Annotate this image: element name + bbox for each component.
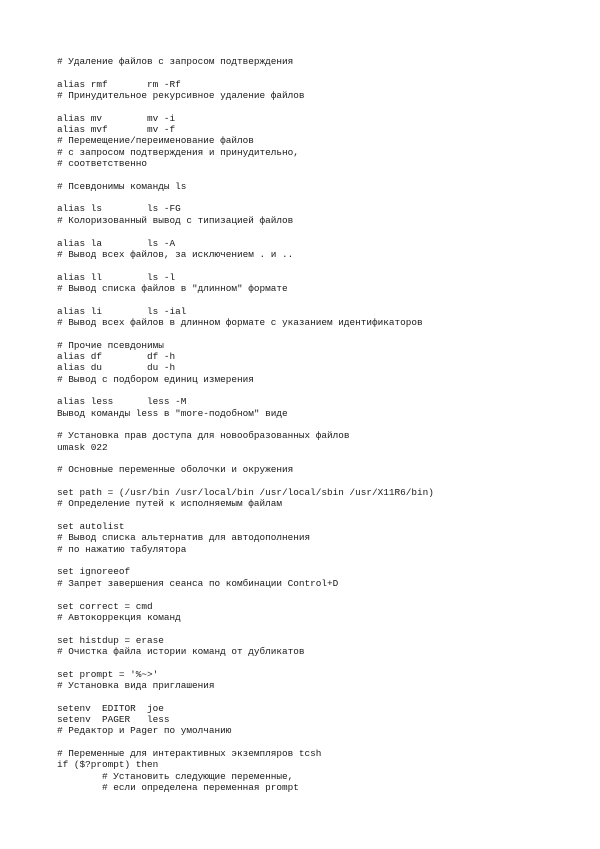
blank-line (57, 328, 434, 339)
code-line: if ($?prompt) then (57, 759, 159, 771)
code-line: alias la ls -A (57, 237, 176, 249)
code-line: setenv EDITOR joe (57, 702, 164, 714)
comment-line: # Определение путей к исполняемым файлам (57, 498, 283, 510)
comment-line: # Перемещение/переименование файлов (57, 135, 254, 147)
code-line: alias ll ls -l (57, 271, 176, 283)
comment-line: # Псевдонимы команды ls (57, 180, 187, 192)
comment-line: # по нажатию табулятора (57, 543, 187, 555)
code-line: alias df df -h (57, 350, 176, 362)
comment-line: # Основные переменные оболочки и окружения (57, 464, 294, 476)
comment-line: # Удаление файлов с запросом подтверждения (57, 56, 294, 67)
comment-line: # Установка вида приглашения (57, 679, 215, 691)
code-line: Вывод команды less в "more-подобном" виде (57, 407, 288, 419)
comment-line: # Вывод всех файлов, за исключением . и .. (57, 248, 294, 260)
blank-line (57, 260, 434, 271)
blank-line (57, 555, 434, 566)
blank-line (57, 476, 434, 487)
comment-line: # если определена переменная prompt (57, 782, 299, 793)
code-line: set histdup = erase (57, 634, 164, 646)
code-line: set prompt = '%~>' (57, 668, 159, 680)
comment-line: # Очистка файла истории команд от дубликатов (57, 645, 305, 657)
blank-line (57, 691, 434, 702)
blank-line (57, 657, 434, 668)
code-line: umask 022 (57, 441, 108, 453)
blank-line (57, 192, 434, 203)
blank-line (57, 385, 434, 396)
blank-line (57, 453, 434, 464)
code-line: alias li ls -ial (57, 305, 187, 317)
blank-line (57, 419, 434, 430)
comment-line: # Редактор и Pager по умолчанию (57, 725, 232, 737)
comment-line: # Вывод с подбором единиц измерения (57, 373, 254, 385)
code-line: set ignoreeof (57, 566, 131, 578)
code-line: alias rmf rm -Rf (57, 78, 181, 90)
blank-line (57, 737, 434, 748)
tcsh-config-listing (57, 56, 434, 793)
code-line: alias du du -h (57, 362, 176, 374)
comment-line: # Вывод списка файлов в "длинном" формате (57, 282, 288, 294)
comment-line: # Установка прав доступа для новообразованных файлов (57, 430, 350, 442)
code-line: set autolist (57, 521, 125, 533)
code-line: alias mv mv -i (57, 112, 176, 124)
comment-line: # Установить следующие переменные, (57, 770, 294, 782)
code-line: alias ls ls -FG (57, 203, 181, 215)
blank-line (57, 510, 434, 521)
comment-line: # Колоризованный вывод с типизацией файлов (57, 214, 294, 226)
comment-line: # Прочие псевдонимы (57, 339, 164, 351)
blank-line (57, 589, 434, 600)
comment-line: # Запрет завершения сеанса по комбинации Control+D (57, 577, 339, 589)
comment-line: # Вывод списка альтернатив для автодополнения (57, 532, 311, 544)
blank-line (57, 67, 434, 78)
code-line: set correct = cmd (57, 600, 153, 612)
blank-line (57, 169, 434, 180)
blank-line (57, 623, 434, 634)
code-line: set path = (/usr/bin /usr/local/bin /usr/local/sbin /usr/X11R6/bin) (57, 487, 434, 499)
blank-line (57, 294, 434, 305)
code-line: alias less less -M (57, 396, 187, 408)
comment-line: # Вывод всех файлов в длинном формате с указанием идентификаторов (57, 316, 423, 328)
comment-line: # Переменные для интерактивных экземпляров tcsh (57, 747, 322, 759)
comment-line: # соответственно (57, 158, 148, 170)
blank-line (57, 101, 434, 112)
blank-line (57, 226, 434, 237)
comment-line: # с запросом подтверждения и принудительно, (57, 146, 299, 158)
code-line: alias mvf mv -f (57, 124, 176, 136)
comment-line: # Принудительное рекурсивное удаление файлов (57, 90, 305, 102)
comment-line: # Автокоррекция команд (57, 611, 181, 623)
code-line: setenv PAGER less (57, 713, 170, 725)
